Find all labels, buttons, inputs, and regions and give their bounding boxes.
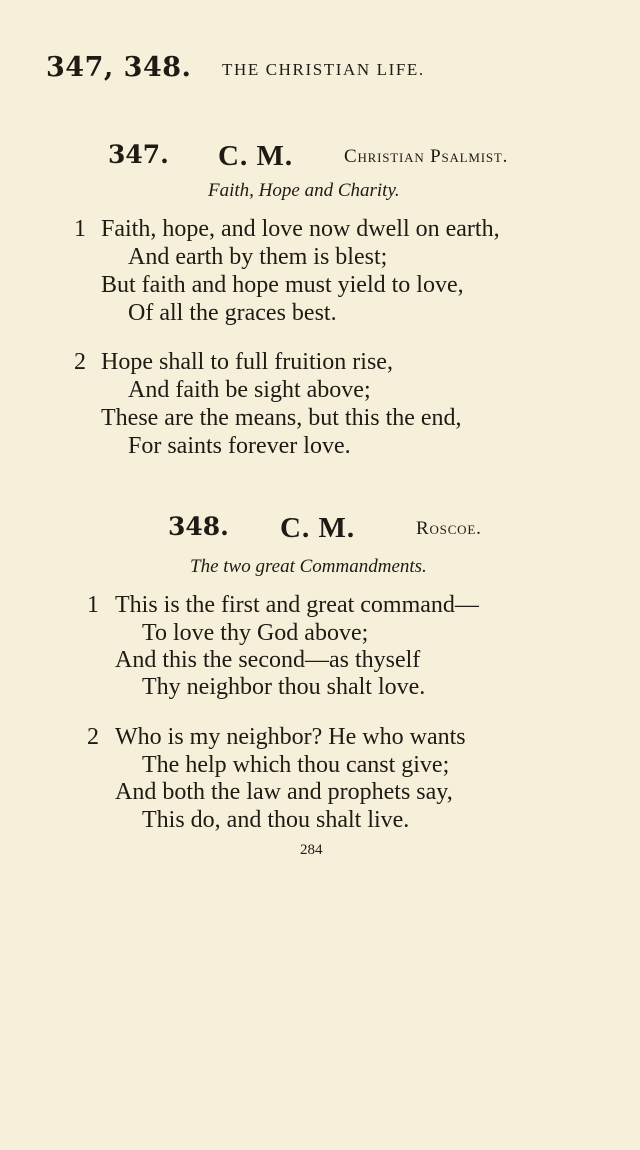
hymn-meter: C. M. bbox=[280, 512, 356, 544]
verse-line: And both the law and prophets say, bbox=[115, 779, 453, 805]
running-head-numbers: 347, 348. bbox=[46, 52, 192, 83]
verse-line: Who is my neighbor? He who wants bbox=[115, 724, 466, 750]
hymn-subtitle: Faith, Hope and Charity. bbox=[208, 180, 400, 201]
running-head-title: THE CHRISTIAN LIFE. bbox=[222, 60, 425, 79]
verse-line: Of all the graces best. bbox=[128, 300, 337, 326]
page-number: 284 bbox=[300, 842, 323, 858]
verse-number: 2 bbox=[87, 724, 99, 750]
verse-line: The help which thou canst give; bbox=[142, 752, 450, 778]
hymn-number: 347. bbox=[108, 140, 169, 169]
verse-number: 1 bbox=[74, 216, 86, 242]
verse-line: And earth by them is blest; bbox=[128, 244, 388, 270]
hymn-347-heading bbox=[108, 140, 568, 174]
verse-line: For saints forever love. bbox=[128, 433, 351, 459]
verse-line: These are the means, but this the end, bbox=[101, 405, 462, 431]
verse-line: And this the second—as thyself bbox=[115, 647, 421, 673]
verse-number: 1 bbox=[87, 592, 99, 618]
hymn-author: Roscoe. bbox=[416, 518, 482, 539]
verse-line: And faith be sight above; bbox=[128, 377, 371, 403]
verse-line: Thy neighbor thou shalt love. bbox=[142, 674, 426, 700]
hymn-subtitle: The two great Commandments. bbox=[190, 556, 427, 577]
verse-line: To love thy God above; bbox=[142, 620, 369, 646]
verse-number: 2 bbox=[74, 349, 86, 375]
hymn-348-heading bbox=[168, 512, 528, 546]
hymn-author: Christian Psalmist. bbox=[344, 146, 509, 167]
verse-line: This do, and thou shalt live. bbox=[142, 807, 410, 833]
verse-line: This is the first and great command— bbox=[115, 592, 479, 618]
hymn-meter: C. M. bbox=[218, 140, 294, 172]
hymn-number: 348. bbox=[168, 512, 229, 541]
running-head bbox=[46, 52, 606, 88]
verse-line: Hope shall to full fruition rise, bbox=[101, 349, 393, 375]
verse-line: But faith and hope must yield to love, bbox=[101, 272, 464, 298]
verse-line: Faith, hope, and love now dwell on earth, bbox=[101, 216, 500, 242]
